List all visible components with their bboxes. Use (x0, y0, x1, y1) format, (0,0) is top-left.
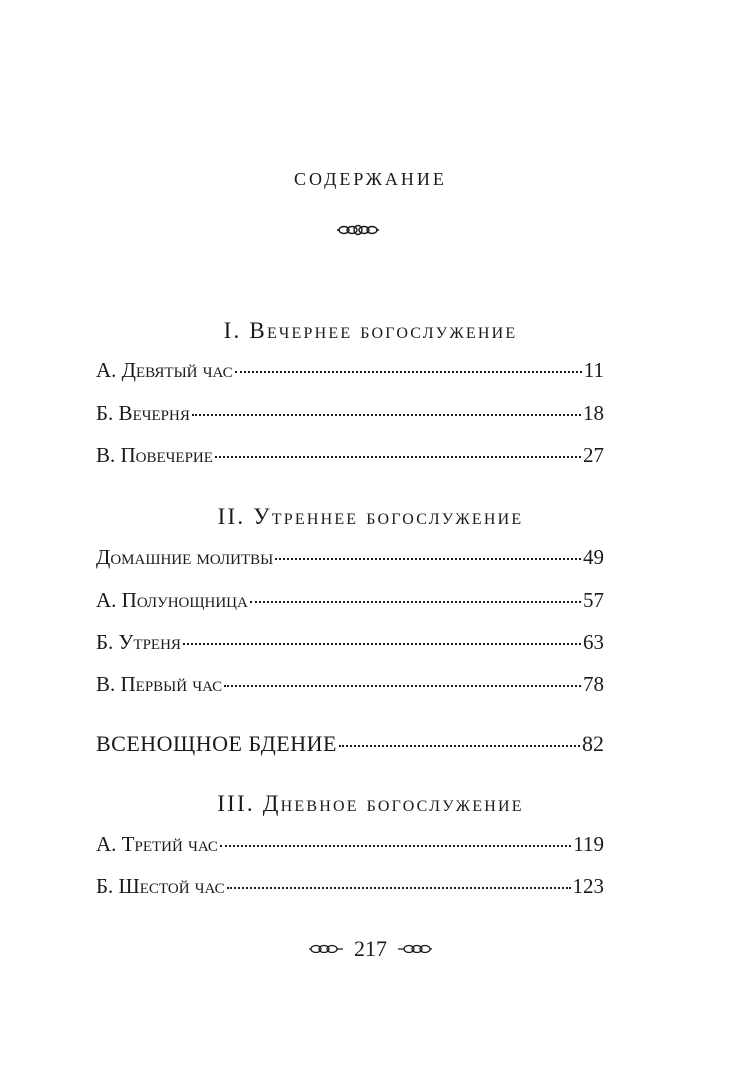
toc-entry-page: 18 (583, 401, 604, 425)
leader-dots (215, 456, 581, 458)
section-heading-daytime: III. Дневное богослужение (217, 791, 524, 816)
toc-entry-label: В. Повечерие (96, 443, 213, 467)
section-heading-evening: I. Вечернее богослужение (223, 318, 518, 343)
toc-entry-label: В. Первый час (96, 672, 223, 696)
toc-entry-page: 27 (583, 443, 604, 467)
toc-entry-page: 11 (583, 358, 604, 382)
leader-dots (250, 601, 581, 603)
toc-entry-label: Б. Шестой час (96, 874, 225, 898)
page-footer (0, 936, 741, 962)
ornament-left-icon (308, 943, 344, 955)
leader-dots (183, 643, 581, 645)
toc-entry[interactable] (96, 443, 604, 473)
leader-dots (224, 685, 581, 687)
leader-dots (227, 887, 571, 889)
toc-entry[interactable] (96, 874, 604, 904)
toc-entry-page: 63 (583, 630, 604, 654)
toc-entry[interactable] (96, 588, 604, 618)
toc-entry-page: 57 (583, 588, 604, 612)
toc-entry-label: Б. Вечерня (96, 401, 190, 425)
toc-entry-page: 82 (582, 731, 604, 756)
toc-entry-label: А. Третий час (96, 832, 218, 856)
page-number: 217 (354, 936, 387, 961)
section-heading-morning: II. Утреннее богослужение (217, 504, 524, 529)
leader-dots (275, 558, 581, 560)
ornament-icon (336, 224, 380, 236)
toc-entry[interactable] (96, 401, 604, 431)
toc-entry-page: 78 (583, 672, 604, 696)
toc-entry[interactable] (96, 672, 604, 702)
toc-entry-vigil[interactable] (96, 731, 604, 761)
toc-entry[interactable] (96, 358, 604, 388)
leader-dots (192, 414, 581, 416)
toc-entry-page: 123 (572, 874, 604, 898)
toc-entry-label: Б. Утреня (96, 630, 181, 654)
toc-entry-label: А. Полунощница (96, 588, 248, 612)
leader-dots (339, 745, 580, 747)
toc-entry[interactable] (96, 545, 604, 575)
toc-entry[interactable] (96, 832, 604, 862)
leader-dots (235, 371, 582, 373)
toc-entry-page: 119 (573, 832, 604, 856)
page-title: содержание (294, 164, 447, 191)
toc-entry-label: А. Девятый час (96, 358, 233, 382)
toc-entry-page: 49 (583, 545, 604, 569)
toc-entry-label: Домашние молитвы (96, 545, 274, 569)
toc-entry[interactable] (96, 630, 604, 660)
toc-entry-label: ВСЕНОЩНОЕ БДЕНИЕ (96, 731, 337, 756)
ornament-right-icon (397, 943, 433, 955)
leader-dots (220, 845, 571, 847)
